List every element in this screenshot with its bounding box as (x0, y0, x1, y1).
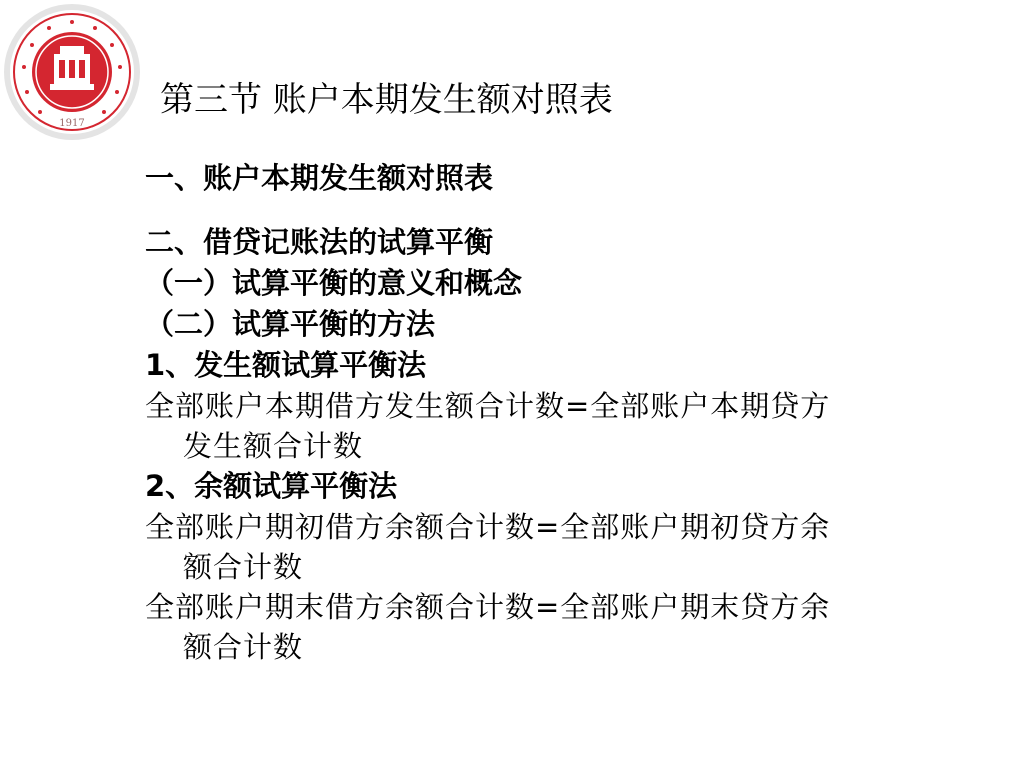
method-1-heading: 1、发生额试算平衡法 (145, 348, 427, 382)
slide-title: 第三节 账户本期发生额对照表 (160, 80, 613, 120)
method-2-heading: 2、余额试算平衡法 (145, 469, 398, 503)
formula-line: 全部账户期末借方余额合计数=全部账户期末贷方余 (145, 590, 831, 624)
heading-section-2: 二、借贷记账法的试算平衡 (145, 225, 494, 259)
formula-line: 全部账户期初借方余额合计数=全部账户期初贷方余 (145, 510, 831, 544)
method-2-formula-opening (145, 507, 935, 587)
university-seal-icon (2, 2, 142, 142)
slide-content (145, 158, 935, 667)
subheading-method: （二）试算平衡的方法 (145, 307, 436, 341)
heading-section-1: 一、账户本期发生额对照表 (145, 161, 494, 195)
formula-line-continued: 额合计数 (183, 630, 304, 664)
svg-text:1917: 1917 (59, 118, 85, 129)
formula-line-continued: 额合计数 (183, 550, 304, 584)
method-2-formula-closing (145, 587, 935, 667)
method-1-formula (145, 386, 935, 466)
formula-line: 全部账户本期借方发生额合计数=全部账户本期贷方 (145, 389, 831, 423)
formula-line-continued: 发生额合计数 (183, 429, 364, 463)
subheading-meaning: （一）试算平衡的意义和概念 (145, 266, 523, 300)
